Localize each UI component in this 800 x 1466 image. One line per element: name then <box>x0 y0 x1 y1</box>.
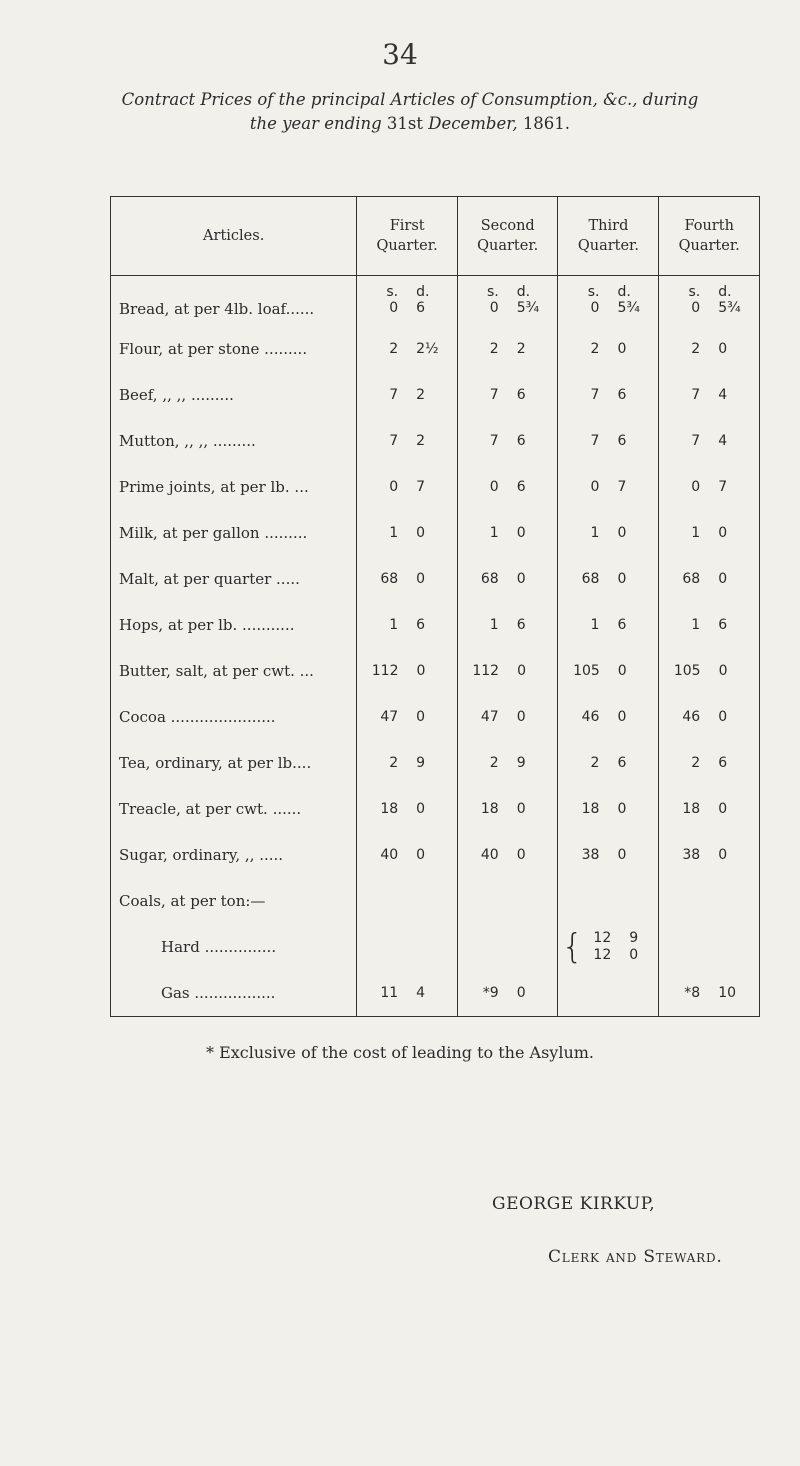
article-name: Milk, at per gallon ......... <box>111 510 357 556</box>
table-row: Flour, at per stone ......... 2 2½ 2 2 2 0 2 0 <box>111 326 760 372</box>
table-row: Beef, ,, ,, ......... 7 2 7 6 7 6 7 4 <box>111 372 760 418</box>
title-line-1: Contract Prices of the principal Articles of Consumption, &c., during <box>121 90 699 109</box>
page-number: 34 <box>382 38 418 71</box>
table-row: Hops, at per lb. ........... 1 6 1 6 1 6 1 6 <box>111 602 760 648</box>
table-row: Malt, at per quarter ..... 68 0 68 0 68 0 68 0 <box>111 556 760 602</box>
document-title <box>60 88 760 136</box>
article-name: Butter, salt, at per cwt. ... <box>111 648 357 694</box>
article-name: Hops, at per lb. ........... <box>111 602 357 648</box>
table-row-hard-coal <box>111 924 760 970</box>
article-name: Flour, at per stone ......... <box>111 326 357 372</box>
footnote: * Exclusive of the cost of leading to the Asylum. <box>205 1043 595 1062</box>
signature-role: Clerk and Steward. <box>548 1247 723 1267</box>
table-row: Tea, ordinary, at per lb.... 2 9 2 9 2 6 2 6 <box>111 740 760 786</box>
article-name: Malt, at per quarter ..... <box>111 556 357 602</box>
article-name: Hard ............... <box>111 924 357 970</box>
contract-prices-table <box>110 196 760 1017</box>
table-row: Treacle, at per cwt. ...... 18 0 18 0 18 0 18 0 <box>111 786 760 832</box>
article-name: Beef, ,, ,, ......... <box>111 372 357 418</box>
table-row: Milk, at per gallon ......... 1 0 1 0 1 0 1 0 <box>111 510 760 556</box>
table-row-coals-label <box>111 878 760 924</box>
table-header-row <box>111 197 760 276</box>
table-row: Cocoa ...................... 47 0 47 0 46 0 46 0 <box>111 694 760 740</box>
header-first-quarter: First Quarter. <box>357 197 458 276</box>
header-articles: Articles. <box>111 197 357 276</box>
article-name: Cocoa ...................... <box>111 694 357 740</box>
article-name: Gas ................. <box>111 970 357 1017</box>
signature-name: GEORGE KIRKUP, <box>492 1194 656 1214</box>
article-name: Bread, at per 4lb. loaf...... <box>111 300 357 326</box>
table-row: Mutton, ,, ,, ......... 7 2 7 6 7 6 7 4 <box>111 418 760 464</box>
article-name: Prime joints, at per lb. ... <box>111 464 357 510</box>
table-row: Butter, salt, at per cwt. ... 112 0 112 0 105 0 105 0 <box>111 648 760 694</box>
table-row-gas-coal: Gas ................. 11 4 *9 0 *8 10 <box>111 970 760 1017</box>
header-fourth-quarter: Fourth Quarter. <box>659 197 760 276</box>
units-row: s. d. s. d. s. d. s. d. <box>111 276 760 301</box>
table-row: Prime joints, at per lb. ... 0 7 0 6 0 7 0 7 <box>111 464 760 510</box>
article-name: Tea, ordinary, at per lb.... <box>111 740 357 786</box>
hard-coal-third-quarter: { 12 9 12 0 <box>561 927 639 967</box>
article-name: Mutton, ,, ,, ......... <box>111 418 357 464</box>
title-line-2: the year ending 31st December, 1861. <box>249 114 571 133</box>
article-name: Coals, at per ton:— <box>111 878 357 924</box>
header-second-quarter: Second Quarter. <box>457 197 558 276</box>
article-name: Sugar, ordinary, ,, ..... <box>111 832 357 878</box>
article-name: Treacle, at per cwt. ...... <box>111 786 357 832</box>
table-row: Sugar, ordinary, ,, ..... 40 0 40 0 38 0 38 0 <box>111 832 760 878</box>
table-row: Bread, at per 4lb. loaf...... 0 6 0 5¾ 0 5¾ 0 5¾ <box>111 300 760 326</box>
header-third-quarter: Third Quarter. <box>558 197 659 276</box>
